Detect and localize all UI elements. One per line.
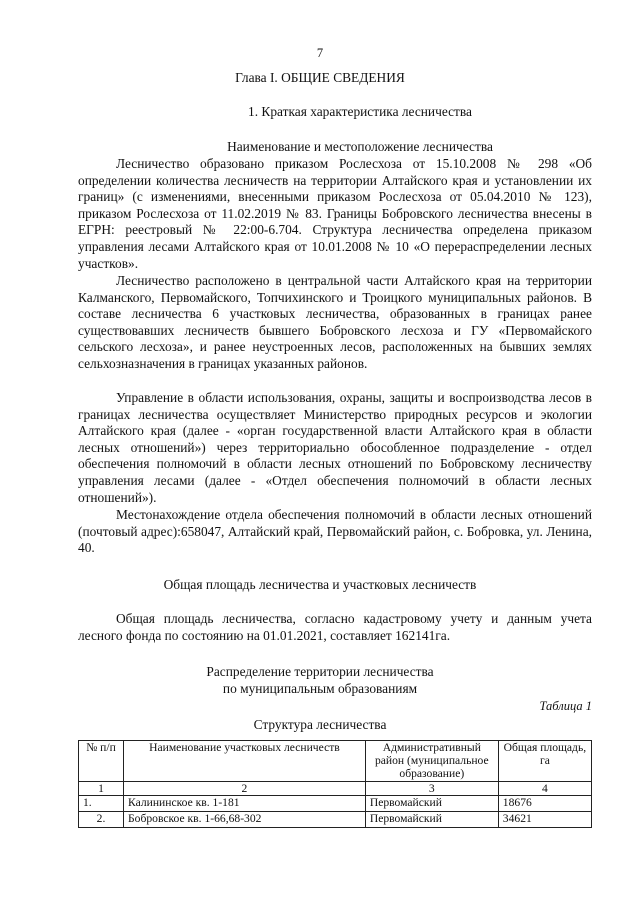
column-number: 4 — [498, 782, 591, 796]
table-row — [79, 812, 592, 828]
cell-number: 2. — [79, 812, 124, 828]
section-title: 1. Краткая характеристика лесничества — [248, 104, 472, 119]
subheading-location: Наименование и местоположение лесничества — [227, 139, 493, 154]
cell-number: 1. — [79, 796, 124, 812]
table-column-numbers-row — [79, 782, 592, 796]
table-header-row — [79, 741, 592, 782]
header-district: Административный район (муниципальное образование) — [365, 741, 498, 782]
cell-district: Первомайский — [365, 796, 498, 812]
header-area: Общая площадь, га — [498, 741, 591, 782]
column-number: 2 — [124, 782, 366, 796]
cell-forestry-name: Бобровское кв. 1-66,68-302 — [124, 812, 366, 828]
column-number: 1 — [79, 782, 124, 796]
table-row — [79, 796, 592, 812]
column-number: 3 — [365, 782, 498, 796]
chapter-title: Глава I. ОБЩИЕ СВЕДЕНИЯ — [235, 70, 405, 85]
subheading-distribution-line2: по муниципальным образованиям — [222, 681, 418, 696]
paragraph-location: Лесничество расположено в центральной части Алтайского края на территории Калманского, Первомайского, Топчихинского и Троицкого муниципальных районов. В составе лесничества 6 участковых лесничества, образованных в границах ранее существовавших лесничеств бывшего Бобровского лесхоза и ГУ «Первомайского сельского лесхоза», и ранее неустроенных лесов, расположенных на бывших землях сельхозназначения в границах указанных районов. — [78, 273, 592, 371]
paragraph-management: Управление в области использования, охраны, защиты и воспроизводства лесов в границах лесничества осуществляет Министерство природных ресурсов и экологии Алтайского края (далее - «орган государственной власти Алтайского края в области лесных отношений») через территориально обособленное подразделение - отдел обеспечения полномочий в области лесных отношений по Бобровскому лесничеству управления лесами (далее - «Отдел обеспечения полномочий в области лесных отношений»). — [78, 390, 592, 505]
cell-district: Первомайский — [365, 812, 498, 828]
subheading-distribution-line1: Распределение территории лесничества — [206, 664, 434, 679]
cell-area: 34621 — [498, 812, 591, 828]
header-number: № п/п — [79, 741, 124, 782]
cell-area: 18676 — [498, 796, 591, 812]
header-forestry-name: Наименование участковых лесничеств — [124, 741, 366, 782]
table-label: Таблица 1 — [539, 699, 592, 713]
paragraph-establishment: Лесничество образовано приказом Рослесхоза от 15.10.2008 № 298 «Об определении количества лесничеств на территории Алтайского края и установлении их границ» (с изменениями, внесенными приказом Рослесхоза от 05.04.2010 № 123), приказом Рослесхоза от 11.02.2019 № 83. Границы Бобровского лесничества внесены в ЕГРН: реестровый № 22:00-6.704. Структура лесничества определена приказом управления лесами Алтайского края от 10.01.2008 № 10 «О перераспределении лесных участков». — [78, 156, 592, 271]
structure-table — [78, 740, 592, 828]
paragraph-area: Общая площадь лесничества, согласно кадастровому учету и данным учета лесного фонда по состоянию на 01.01.2021, составляет 162141га. — [78, 611, 592, 643]
table-title: Структура лесничества — [253, 717, 387, 732]
page-number: 7 — [316, 46, 324, 60]
paragraph-address: Местонахождение отдела обеспечения полномочий в области лесных отношений (почтовый адрес):658047, Алтайский край, Первомайский район, с. Бобровка, ул. Ленина, 40. — [78, 507, 592, 556]
subheading-area: Общая площадь лесничества и участковых лесничеств — [163, 577, 477, 592]
cell-forestry-name: Калининское кв. 1-181 — [124, 796, 366, 812]
